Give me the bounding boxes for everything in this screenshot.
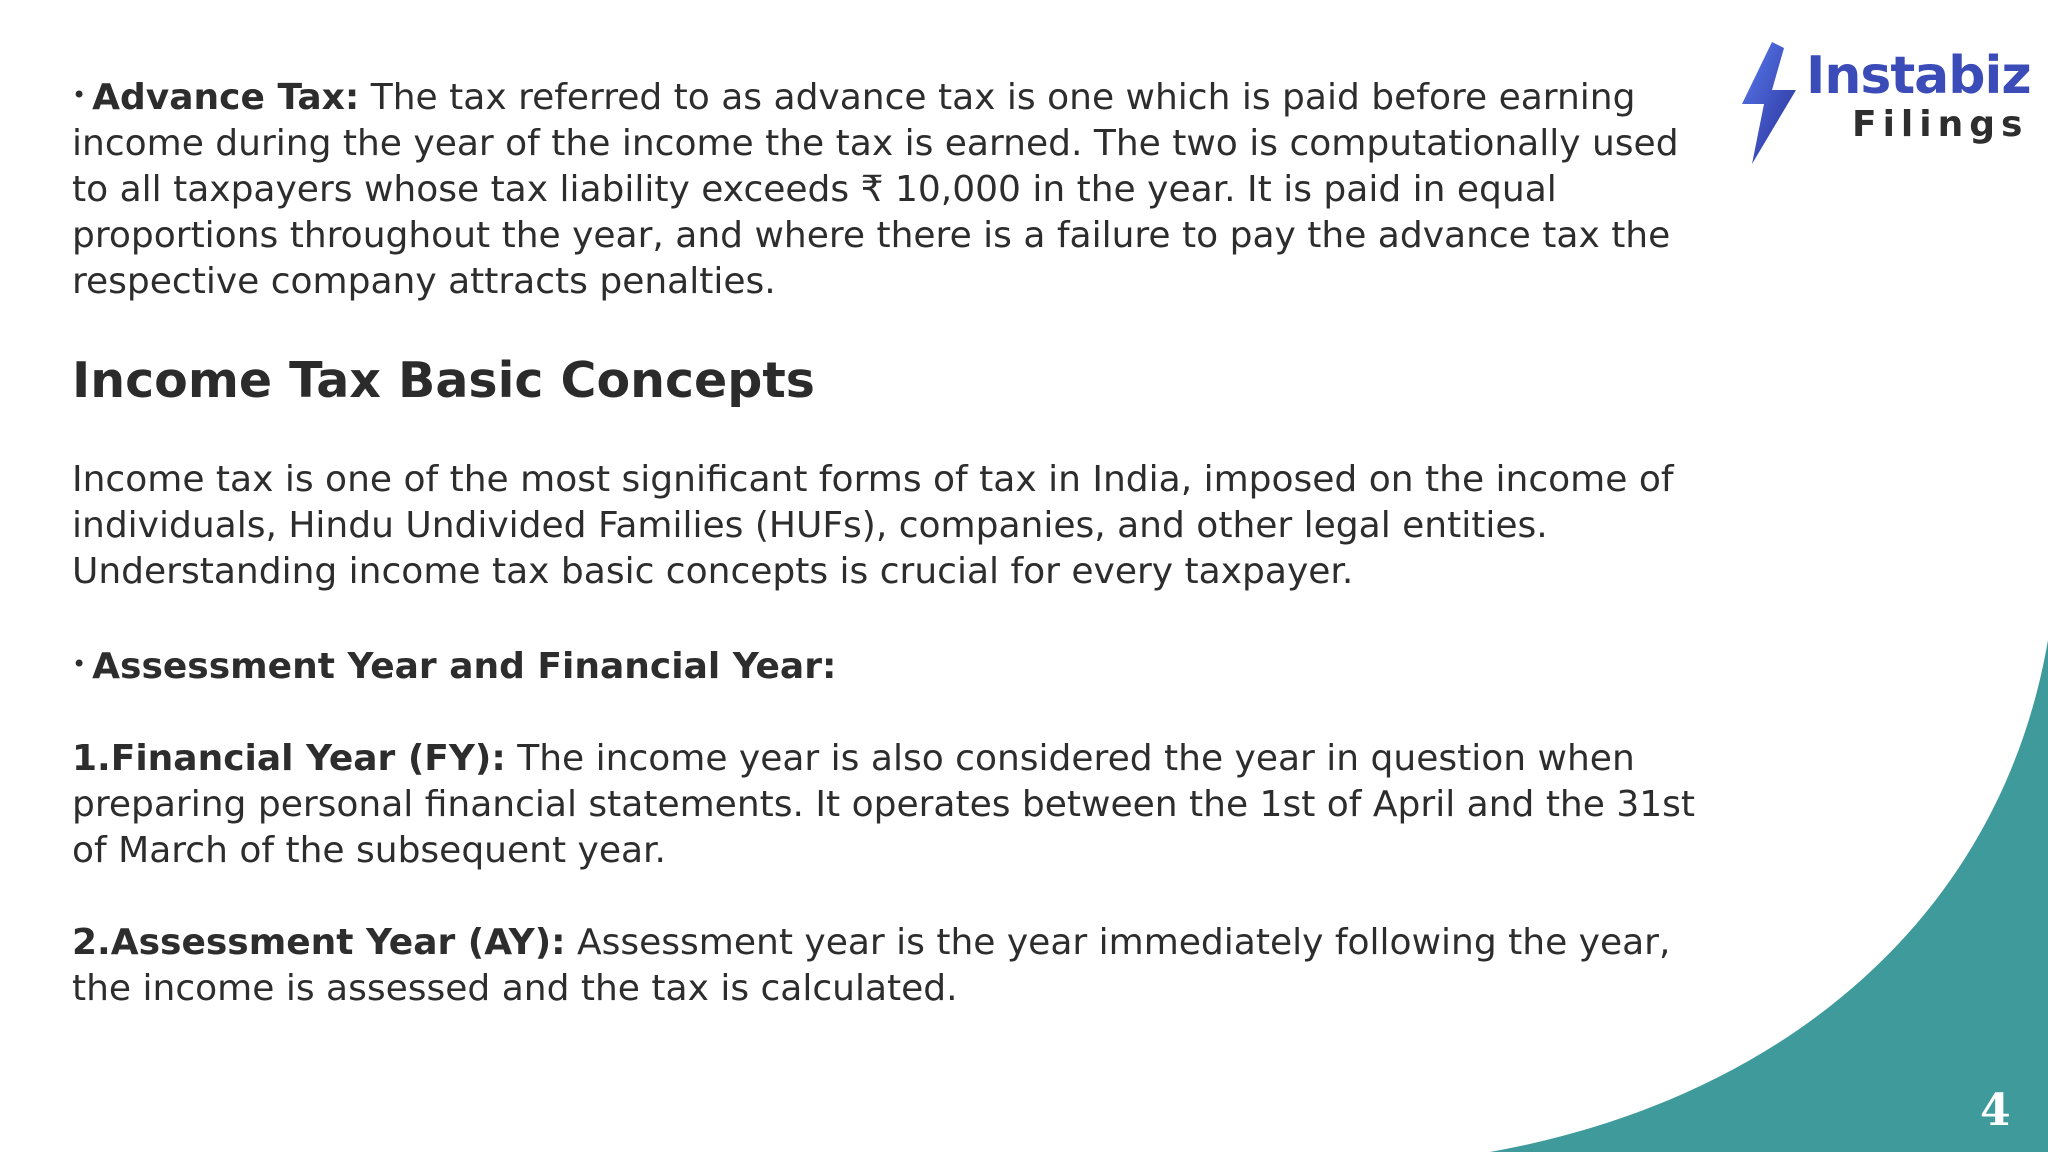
section-heading: Income Tax Basic Concepts: [72, 352, 815, 409]
financial-year-label: 1.Financial Year (FY):: [72, 738, 506, 779]
assessment-year-label: 2.Assessment Year (AY):: [72, 922, 566, 963]
assessment-year-paragraph: [72, 920, 1712, 1012]
brand-name-line1: Instabiz: [1806, 46, 2031, 106]
brand-name-line2: Filings: [1852, 104, 2029, 145]
advance-tax-paragraph: [72, 72, 1712, 305]
bullet-icon: •: [72, 81, 87, 109]
assessment-year-text: Assessment year is the year immediately following the year, the income is assessed and the tax is calculated.: [72, 922, 1671, 1009]
advance-tax-text: The tax referred to as advance tax is one which is paid before earning income during the year of the income the tax is earned. The two is computationally used to all taxpayers whose tax liability exceeds ₹ 10,000 in the year. It is paid in equal proportions throughout the year, and where there is a failure to pay the advance tax the respective company attracts penalties.: [72, 77, 1679, 302]
advance-tax-label: Advance Tax:: [92, 77, 360, 118]
bullet-icon: •: [72, 650, 87, 678]
financial-year-text: The income year is also considered the year in question when preparing personal financial statements. It operates between the 1st of April and the 31st of March of the subsequent year.: [72, 738, 1696, 871]
brand-logo: [1734, 38, 2031, 168]
assessment-bullet: [72, 641, 1712, 690]
page-number: 4: [1980, 1085, 2011, 1136]
financial-year-paragraph: [72, 736, 1712, 874]
lightning-bolt-icon: [1734, 38, 1804, 168]
slide-content: [72, 72, 1712, 1012]
assessment-label: Assessment Year and Financial Year:: [92, 646, 837, 687]
intro-paragraph: Income tax is one of the most significant forms of tax in India, imposed on the income of individuals, Hindu Undivided Families (HUFs), companies, and other legal entities. Understanding income tax basic concepts is crucial for every taxpayer.: [72, 459, 1674, 592]
